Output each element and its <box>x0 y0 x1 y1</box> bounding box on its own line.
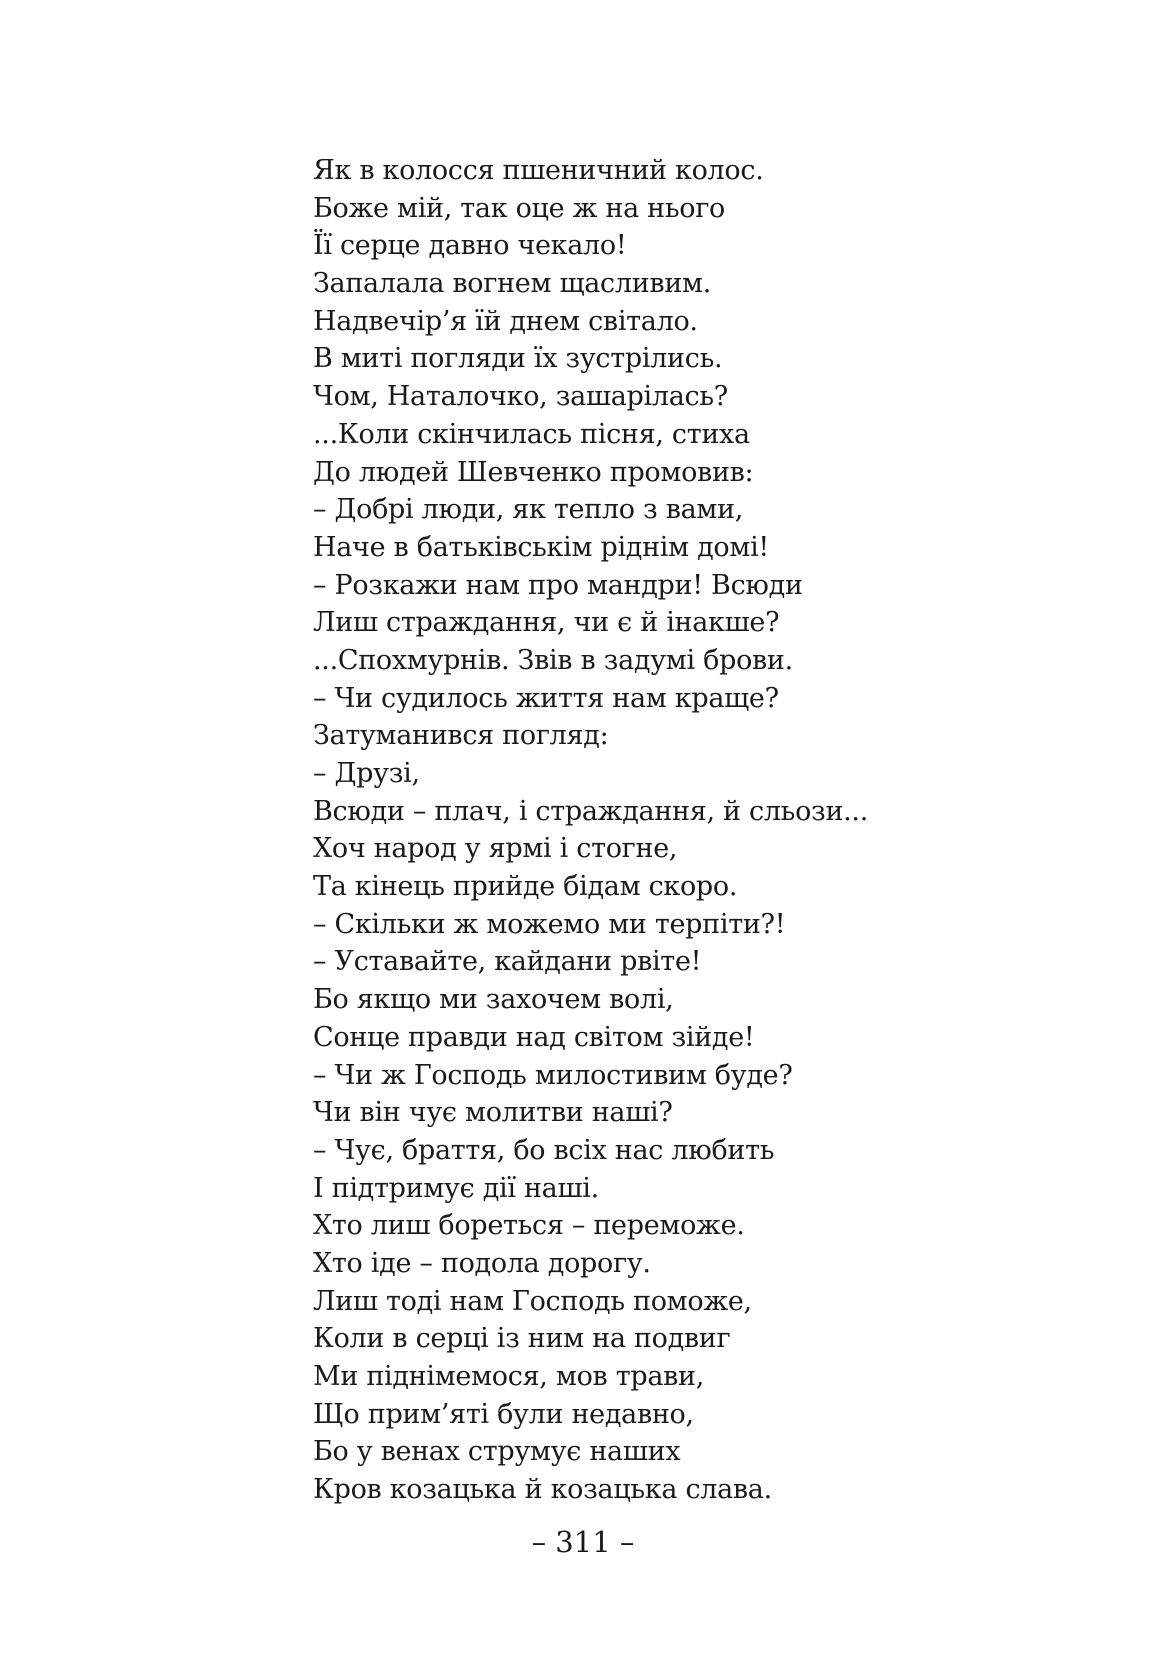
poem-line: Хто лиш бореться – переможе. <box>313 1210 745 1242</box>
poem-line: – Скільки ж можемо ми терпіти?! <box>313 908 786 940</box>
poem-line: Чом, Наталочко, зашарілась? <box>313 381 728 413</box>
poem-line: Всюди – плач, і страждання, й сльози... <box>313 795 868 827</box>
poem-line: Бо у венах струмує наших <box>313 1436 681 1468</box>
poem-line: Ми піднімемося, мов трави, <box>313 1361 705 1392</box>
poem-line: Кров козацька й козацька слава. <box>313 1474 772 1506</box>
poem-line: Як в колосся пшеничний колос. <box>313 155 764 186</box>
poem-line: Хоч народ у ярмі і стогне, <box>313 833 678 865</box>
poem-line: Бо якщо ми захочем волі, <box>313 984 674 1016</box>
poem-line: – Чує, браття, бо всіх нас любить <box>313 1134 775 1166</box>
poem-line: Чи він чує молитви наші? <box>313 1097 673 1129</box>
poem-line: Наче в батьківськім ріднім домі! <box>313 531 769 563</box>
poem-line: Запалала вогнем щасливим. <box>313 268 712 300</box>
poem-line: І підтримує дії наші. <box>313 1172 599 1204</box>
poem-line: Що прим’яті були недавно, <box>313 1398 694 1430</box>
poem-line: ...Спохмурнів. Звів в задумі брови. <box>313 644 793 676</box>
poem-line: ...Коли скінчилась пісня, стиха <box>313 418 750 450</box>
poem-line: Сонце правди над світом зійде! <box>313 1021 755 1053</box>
poem-line: Боже мій, так оце ж на нього <box>313 192 726 224</box>
poem-line: Хто іде – подола дорогу. <box>313 1247 651 1279</box>
poem-line: До людей Шевченко промовив: <box>313 456 754 488</box>
poem-line: – Добрі люди, як тепло з вами, <box>313 494 744 526</box>
poem-line: Її серце давно чекало! <box>313 230 627 262</box>
page-number: – 311 – <box>531 1525 635 1559</box>
poem-line: – Чи ж Господь милостивим буде? <box>313 1059 793 1091</box>
poem-line: В миті погляди їх зустрілись. <box>313 343 723 375</box>
poem-line: Коли в серці із ним на подвиг <box>313 1323 731 1355</box>
poem-line: Та кінець прийде бідам скоро. <box>313 871 738 903</box>
poem-text <box>313 152 1113 1509</box>
poem-line: Лиш страждання, чи є й інакше? <box>313 607 780 639</box>
poem-line: – Чи судилось життя нам краще? <box>313 682 779 714</box>
poem-line: Затуманився погляд: <box>313 720 609 752</box>
poem-line: Надвечір’я їй днем світало. <box>313 305 698 337</box>
poem-line: – Уставайте, кайдани рвіте! <box>313 946 702 978</box>
poem-line: – Розкажи нам про мандри! Всюди <box>313 569 803 601</box>
poem-line: Лиш тоді нам Господь поможе, <box>313 1285 752 1317</box>
poem-line: – Друзі, <box>313 758 420 789</box>
